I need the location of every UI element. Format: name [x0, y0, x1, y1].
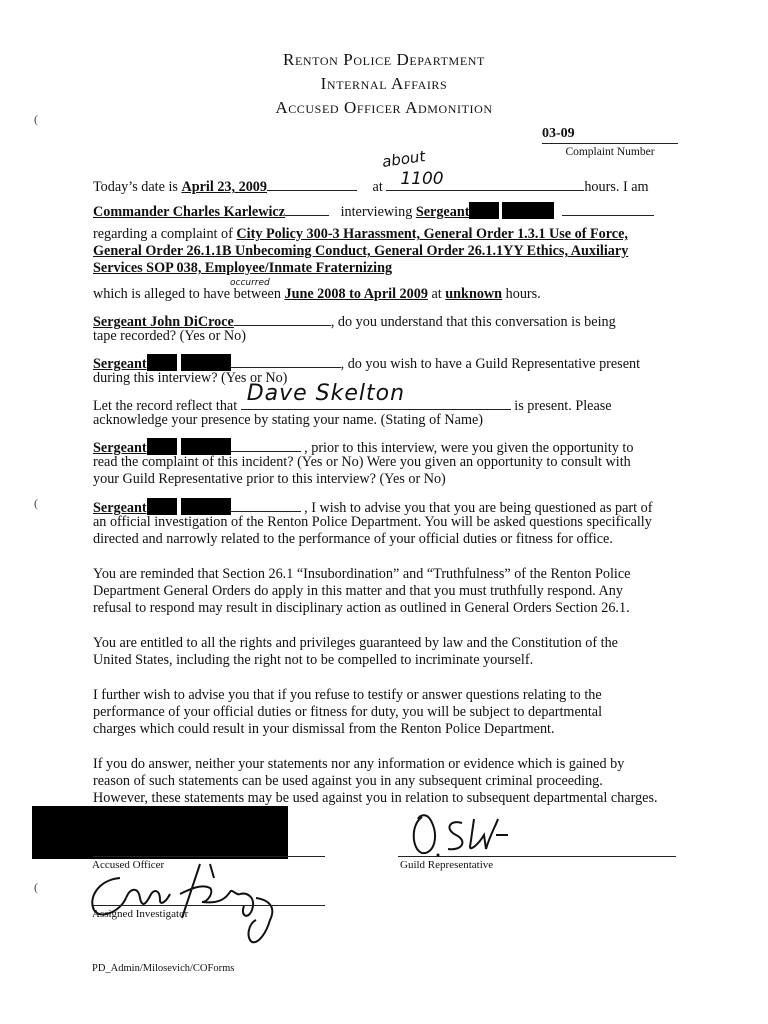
scan-mark: (: [34, 880, 38, 894]
charges-line-1: regarding a complaint of City Policy 300-3 Harassment, General Order 1.3.1 Use of Force,: [93, 226, 628, 242]
accused-officer-label: Accused Officer: [92, 859, 165, 871]
handwritten-time-note: about: [380, 147, 427, 171]
redaction-block: [181, 354, 231, 371]
complaint-number-block: [542, 126, 678, 158]
investigator-signature-line: [93, 905, 325, 906]
footer-path: PD_Admin/Milosevich/COForms: [92, 963, 235, 974]
record-reflect-line-2: acknowledge your presence by stating your name. (Stating of Name): [93, 412, 484, 428]
question-read-complaint-2: read the complaint of this incident? (Yes or No) Were you given an opportunity to consult with: [93, 454, 631, 470]
question-read-complaint-3: your Guild Representative prior to this interview? (Yes or No): [93, 471, 446, 487]
para-insubordination-1: You are reminded that Section 26.1 “Insubordination” and “Truthfulness” of the Renton Police: [93, 566, 631, 582]
para-answer-1: If you do answer, neither your statements nor any information or evidence which is gained by: [93, 756, 625, 772]
para-rights-2: United States, including the right not to be compelled to incriminate yourself.: [93, 652, 534, 668]
time-field: [386, 169, 584, 191]
charges-line-2: General Order 26.1.1B Unbecoming Conduct, General Order 26.1.1YY Ethics, Auxiliary: [93, 243, 629, 259]
handwritten-time: 1100: [400, 169, 444, 189]
para-rights-1: You are entitled to all the rights and privileges guaranteed by law and the Constitution of the: [93, 635, 618, 651]
charges-line-3: Services SOP 038, Employee/Inmate Fraternizing: [93, 260, 393, 276]
interviewer-name: Commander Charles Karlewicz: [93, 204, 286, 220]
redaction-block: [147, 354, 177, 371]
para-answer-2: reason of such statements can be used against you in any subsequent criminal proceeding.: [93, 773, 603, 789]
accused-signature-redaction: [32, 806, 288, 859]
redaction-block: [181, 438, 231, 455]
para-refuse-3: charges which could result in your dismissal from the Renton Police Department.: [93, 721, 555, 737]
alleged-line: which is alleged to have between June 2008 to April 2009 at unknown hours.: [93, 286, 541, 302]
question-guild-rep: Sergeant , do you wish to have a Guild Representative present: [93, 353, 640, 373]
para-insubordination-3: refusal to respond may result in disciplinary action as outlined in General Orders Section 26.1.: [93, 600, 630, 616]
header-title: Renton Police Department: [283, 50, 485, 69]
question-guild-rep-2: during this interview? (Yes or No): [93, 370, 288, 386]
assigned-investigator-label: Assigned Investigator: [92, 908, 189, 920]
handwritten-rep-name: Dave Skelton: [246, 381, 406, 406]
interviewer-line: Commander Charles Karlewicz interviewing Sergeant: [93, 201, 654, 221]
advisement-line-3: directed and narrowly related to the performance of your official duties or fitness for office.: [93, 531, 613, 547]
header-form-title: Accused Officer Admonition: [275, 98, 493, 117]
scan-mark: (: [34, 112, 38, 126]
advisement-line-2: an official investigation of the Renton Police Department. You will be asked questions specifically: [93, 514, 652, 530]
redaction-block: [502, 202, 554, 219]
question-read-complaint: Sergeant , prior to this interview, were you given the opportunity to: [93, 437, 633, 457]
date-line: Today’s date is April 23, 2009 at 1100 hours. I am: [93, 169, 649, 195]
scan-mark: (: [34, 496, 38, 510]
redaction-block: [181, 498, 231, 515]
guild-rep-name-field: [241, 381, 511, 410]
redaction-block: [147, 438, 177, 455]
guild-rep-signature: [400, 805, 520, 865]
para-refuse-2: performance of your official duties or fitness for duty, you will be subject to departmental: [93, 704, 603, 720]
redaction-block: [469, 202, 499, 219]
redaction-block: [147, 498, 177, 515]
para-insubordination-2: Department General Orders do apply in this matter and that you must truthfully respond. Any: [93, 583, 623, 599]
advisement-line: Sergeant , I wish to advise you that you are being questioned as part of: [93, 497, 652, 517]
header-subtitle: Internal Affairs: [320, 74, 448, 93]
record-reflect-line: Let the record reflect that Dave Skelton is present. Please: [93, 381, 612, 414]
handwritten-occurred: occurred: [230, 278, 270, 288]
guild-representative-label: Guild Representative: [400, 859, 494, 871]
question-tape-recorded: Sergeant John DiCroce , do you understand that this conversation is being: [93, 311, 616, 331]
question-tape-recorded-2: tape recorded? (Yes or No): [93, 328, 246, 344]
para-refuse-1: I further wish to advise you that if you refuse to testify or answer questions relating to the: [93, 687, 602, 703]
complaint-number: 03-09: [542, 126, 678, 144]
para-answer-3: However, these statements may be used against you in relation to subsequent departmental charges.: [93, 790, 658, 806]
interview-date: April 23, 2009: [181, 179, 267, 195]
complaint-number-label: Complaint Number: [565, 146, 655, 158]
accused-signature-line: [93, 856, 325, 857]
alleged-period: June 2008 to April 2009: [284, 286, 428, 302]
sergeant-name: Sergeant John DiCroce: [93, 314, 234, 330]
